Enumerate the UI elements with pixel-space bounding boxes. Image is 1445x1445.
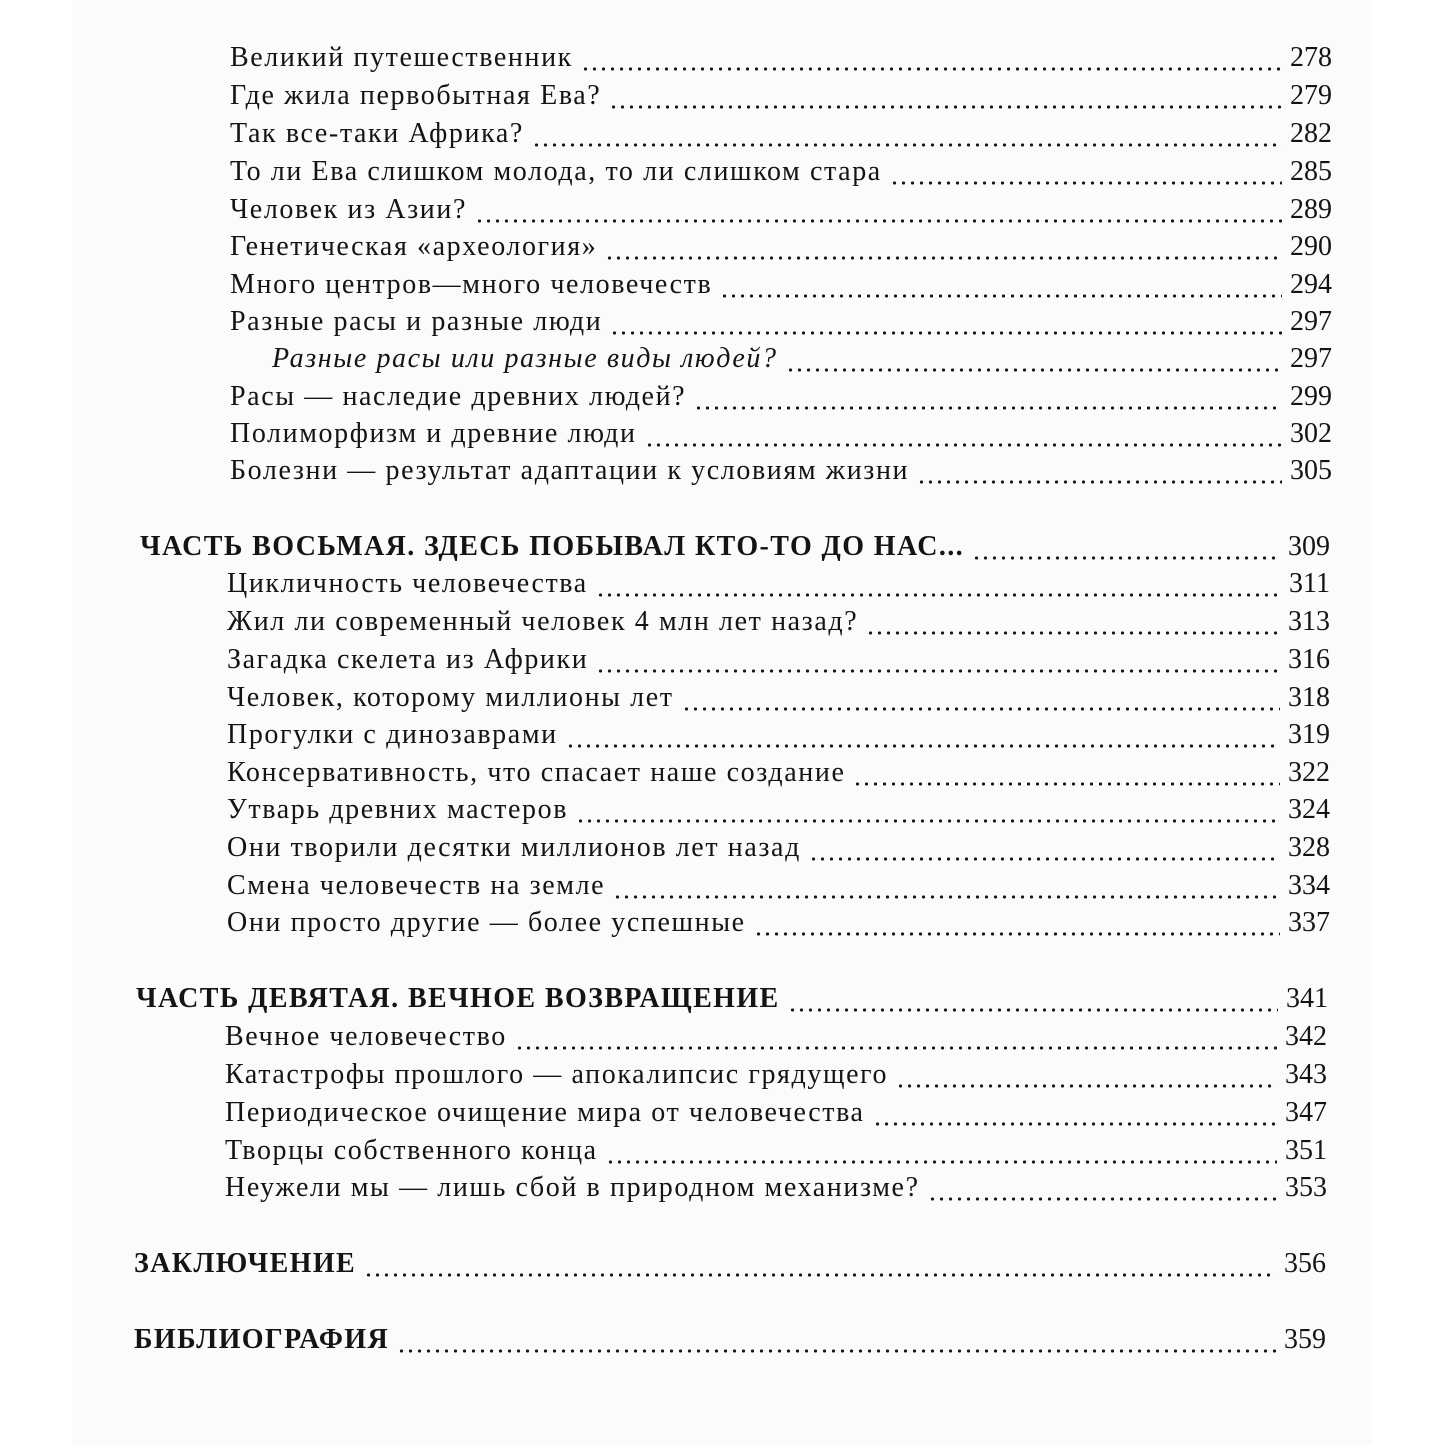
toc-entry-page: 302: [1290, 418, 1332, 449]
toc-entry: [230, 379, 1332, 415]
toc-entry-page: 343: [1285, 1059, 1327, 1090]
dot-leader: [610, 304, 1282, 340]
dot-leader: [397, 1322, 1276, 1358]
toc-entry: [227, 792, 1330, 828]
dot-leader: [890, 154, 1282, 190]
toc-entry: [227, 868, 1330, 904]
dot-leader: [609, 78, 1282, 114]
toc-entry: [225, 1057, 1327, 1093]
toc-entry-page: 347: [1285, 1097, 1327, 1128]
dot-leader: [873, 1095, 1277, 1131]
toc-part-title: ЗАКЛЮЧЕНИЕ: [134, 1248, 357, 1279]
toc-entry-title: Разные расы или разные виды людей?: [272, 343, 778, 374]
dot-leader: [475, 192, 1282, 228]
toc-entry-title: Человек из Азии?: [230, 194, 468, 225]
toc-entry-title: Загадка скелета из Африки: [227, 644, 589, 675]
toc-entry-page: 342: [1285, 1021, 1327, 1052]
toc-entry-page: 285: [1290, 156, 1332, 187]
toc-entry: [227, 717, 1330, 753]
toc-entry-title: Человек, которому миллионы лет: [227, 682, 674, 713]
dot-leader: [613, 868, 1280, 904]
toc-entry-page: 282: [1290, 118, 1332, 149]
toc-entry-page: 279: [1290, 80, 1332, 111]
toc-entry: [230, 229, 1332, 265]
dot-leader: [754, 905, 1280, 941]
toc-conclusion: [134, 1246, 1326, 1282]
toc-entry-page: 290: [1290, 231, 1332, 262]
toc-entry-page: 318: [1288, 682, 1330, 713]
toc-entry: [230, 453, 1332, 489]
toc-entry-page: 337: [1288, 907, 1330, 938]
toc-entry-page: 319: [1288, 719, 1330, 750]
toc-part-page: 359: [1284, 1324, 1326, 1355]
dot-leader: [786, 341, 1282, 377]
toc-part-page: 309: [1288, 531, 1330, 562]
toc-entry: [225, 1170, 1327, 1206]
toc-entry-page: 289: [1290, 194, 1332, 225]
toc-entry-title: Консервативность, что спасает наше создание: [227, 757, 846, 788]
toc-part-title: БИБЛИОГРАФИЯ: [134, 1324, 390, 1355]
toc-entry: [225, 1019, 1327, 1055]
toc-entry-page: 334: [1288, 870, 1330, 901]
dot-leader: [694, 379, 1282, 415]
toc-entry-title: Великий путешественник: [230, 42, 573, 73]
toc-bibliography: [134, 1322, 1326, 1358]
toc-entry-title: Разные расы и разные люди: [230, 306, 603, 337]
toc-entry: [225, 1133, 1327, 1169]
toc-part-title: ЧАСТЬ ДЕВЯТАЯ. ВЕЧНОЕ ВОЗВРАЩЕНИЕ: [136, 983, 780, 1014]
toc-entry-title: Вечное человечество: [225, 1021, 507, 1052]
toc-entry-page: 305: [1290, 455, 1332, 486]
dot-leader: [866, 604, 1280, 640]
toc-entry: [227, 755, 1330, 791]
toc-entry-title: Полиморфизм и древние люди: [230, 418, 637, 449]
toc-entry-title: Смена человечеств на земле: [227, 870, 606, 901]
toc-entry-page: 322: [1288, 757, 1330, 788]
toc-entry-title: Цикличность человечества: [227, 568, 588, 599]
dot-leader: [682, 680, 1280, 716]
toc-entry: [230, 304, 1332, 340]
dot-leader: [809, 830, 1280, 866]
dot-leader: [596, 642, 1280, 678]
dot-leader: [788, 981, 1278, 1017]
toc-entry-title: Они творили десятки миллионов лет назад: [227, 832, 801, 863]
toc-entry: [230, 192, 1332, 228]
dot-leader: [972, 529, 1280, 565]
dot-leader: [605, 229, 1282, 265]
book-page: [72, 0, 1372, 1445]
toc-entry-title: Катастрофы прошлого — апокалипсис грядущего: [225, 1059, 889, 1090]
toc-entry-title: Болезни — результат адаптации к условиям жизни: [230, 455, 910, 486]
toc-entry-title: Много центров—много человечеств: [230, 269, 713, 300]
toc-entry: [227, 830, 1330, 866]
dot-leader: [917, 453, 1282, 489]
toc-subentry: [272, 341, 1332, 377]
toc-part-heading: [140, 529, 1330, 565]
toc-entry-title: Они просто другие — более успешные: [227, 907, 746, 938]
toc-entry-page: 297: [1290, 343, 1332, 374]
dot-leader: [515, 1019, 1277, 1055]
dot-leader: [576, 792, 1280, 828]
toc-entry-page: 353: [1285, 1172, 1327, 1203]
toc-entry: [230, 78, 1332, 114]
toc-entry-title: Прогулки с динозаврами: [227, 719, 558, 750]
dot-leader: [596, 566, 1281, 602]
toc-part-page: 341: [1286, 983, 1328, 1014]
toc-entry-title: Генетическая «археология»: [230, 231, 598, 262]
toc-entry-page: 278: [1290, 42, 1332, 73]
toc-entry-page: 316: [1288, 644, 1330, 675]
toc-entry-page: 324: [1288, 794, 1330, 825]
toc-entry: [227, 905, 1330, 941]
toc-entry: [227, 566, 1330, 602]
dot-leader: [566, 717, 1280, 753]
dot-leader: [928, 1170, 1277, 1206]
toc-entry-title: Периодическое очищение мира от человечества: [225, 1097, 865, 1128]
toc-entry-title: Жил ли современный человек 4 млн лет назад?: [227, 606, 859, 637]
toc-entry: [230, 116, 1332, 152]
toc-entry: [230, 154, 1332, 190]
toc-entry-title: Расы — наследие древних людей?: [230, 381, 687, 412]
toc-entry-title: Где жила первобытная Ева?: [230, 80, 602, 111]
toc-entry-title: Так все-таки Африка?: [230, 118, 524, 149]
dot-leader: [364, 1246, 1276, 1282]
dot-leader: [853, 755, 1280, 791]
toc-entry-page: 328: [1288, 832, 1330, 863]
toc-part-heading: [136, 981, 1328, 1017]
toc-entry-page: 297: [1290, 306, 1332, 337]
dot-leader: [720, 267, 1282, 303]
toc-part-title: ЧАСТЬ ВОСЬМАЯ. ЗДЕСЬ ПОБЫВАЛ КТО-ТО ДО НАС...: [140, 531, 965, 562]
toc-entry: [230, 267, 1332, 303]
toc-entry-page: 294: [1290, 269, 1332, 300]
toc-entry-page: 299: [1290, 381, 1332, 412]
toc-entry-page: 313: [1288, 606, 1330, 637]
dot-leader: [532, 116, 1282, 152]
toc-entry-title: То ли Ева слишком молода, то ли слишком стара: [230, 156, 882, 187]
dot-leader: [896, 1057, 1277, 1093]
toc-part-page: 356: [1284, 1248, 1326, 1279]
toc-entry-title: Творцы собственного конца: [225, 1135, 598, 1166]
toc-entry: [227, 604, 1330, 640]
dot-leader: [645, 416, 1282, 452]
toc-entry: [227, 680, 1330, 716]
toc-entry-title: Утварь древних мастеров: [227, 794, 569, 825]
toc-entry: [230, 416, 1332, 452]
toc-entry: [230, 40, 1332, 76]
toc-entry-title: Неужели мы — лишь сбой в природном механизме?: [225, 1172, 920, 1203]
toc-entry-page: 311: [1289, 568, 1330, 599]
toc-entry-page: 351: [1285, 1135, 1327, 1166]
dot-leader: [581, 40, 1282, 76]
dot-leader: [606, 1133, 1277, 1169]
toc-entry: [225, 1095, 1327, 1131]
toc-entry: [227, 642, 1330, 678]
